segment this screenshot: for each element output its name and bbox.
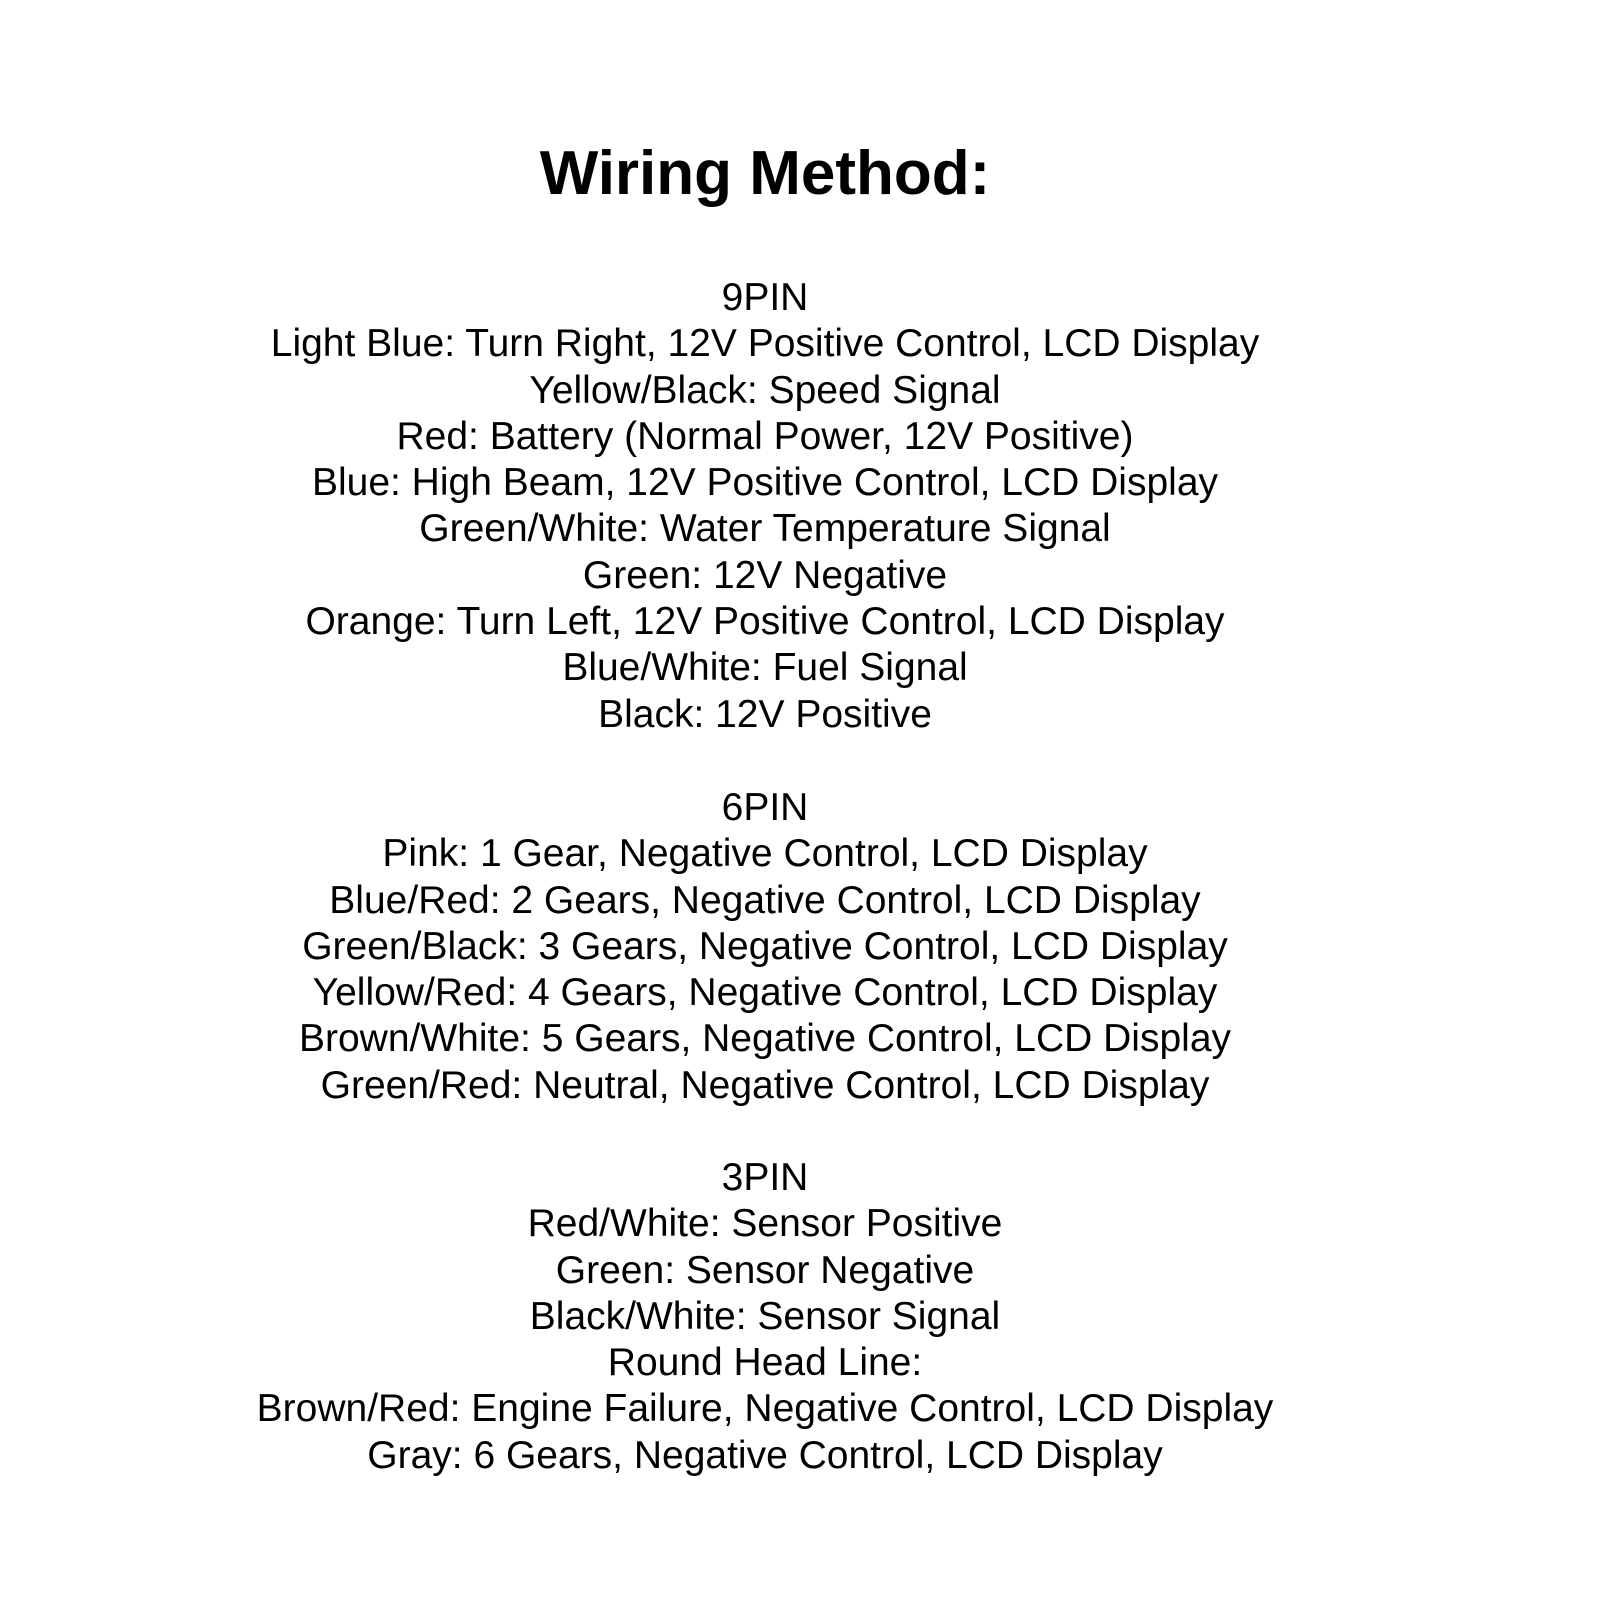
wire-line-green: Green: 12V Negative [582, 553, 948, 597]
wire-line-green-red: Green/Red: Neutral, Negative Control, LCD Display [320, 1063, 1210, 1107]
wire-line-yellow-black: Yellow/Black: Speed Signal [529, 368, 1001, 412]
section-6pin [0, 785, 1530, 1109]
wire-line-blue: Blue: High Beam, 12V Positive Control, LCD Display [311, 461, 1219, 505]
wire-line-black: Black: 12V Positive [598, 692, 932, 736]
wire-line-light-blue: Light Blue: Turn Right, 12V Positive Control, LCD Display [270, 322, 1260, 366]
wire-line-brown-white: Brown/White: 5 Gears, Negative Control, LCD Display [298, 1017, 1232, 1061]
wire-line-green-white: Green/White: Water Temperature Signal [419, 507, 1111, 551]
wire-line-pink: Pink: 1 Gear, Negative Control, LCD Display [382, 832, 1148, 876]
section-heading-3pin: 3PIN [721, 1156, 809, 1199]
round-head-line-label: Round Head Line: [607, 1341, 923, 1385]
wire-line-green-black: Green/Black: 3 Gears, Negative Control, LCD Display [302, 924, 1228, 968]
wire-line-brown-red: Brown/Red: Engine Failure, Negative Control, LCD Display [256, 1387, 1274, 1431]
section-heading-9pin: 9PIN [721, 276, 809, 319]
section-9pin [0, 275, 1530, 738]
wire-line-red: Red: Battery (Normal Power, 12V Positive) [396, 414, 1134, 458]
wire-line-red-white: Red/White: Sensor Positive [527, 1202, 1003, 1246]
wire-line-green-sensor: Green: Sensor Negative [555, 1248, 975, 1292]
wire-line-black-white: Black/White: Sensor Signal [529, 1294, 1001, 1338]
page-title: Wiring Method: [539, 139, 991, 208]
section-heading-6pin: 6PIN [721, 786, 809, 829]
wire-line-blue-red: Blue/Red: 2 Gears, Negative Control, LCD Display [329, 878, 1201, 922]
wire-line-gray: Gray: 6 Gears, Negative Control, LCD Display [367, 1433, 1163, 1477]
wire-line-blue-white: Blue/White: Fuel Signal [562, 646, 968, 690]
wire-line-yellow-red: Yellow/Red: 4 Gears, Negative Control, LCD Display [312, 971, 1218, 1015]
wire-line-orange: Orange: Turn Left, 12V Positive Control, LCD Display [305, 600, 1225, 644]
section-3pin [0, 1155, 1530, 1479]
